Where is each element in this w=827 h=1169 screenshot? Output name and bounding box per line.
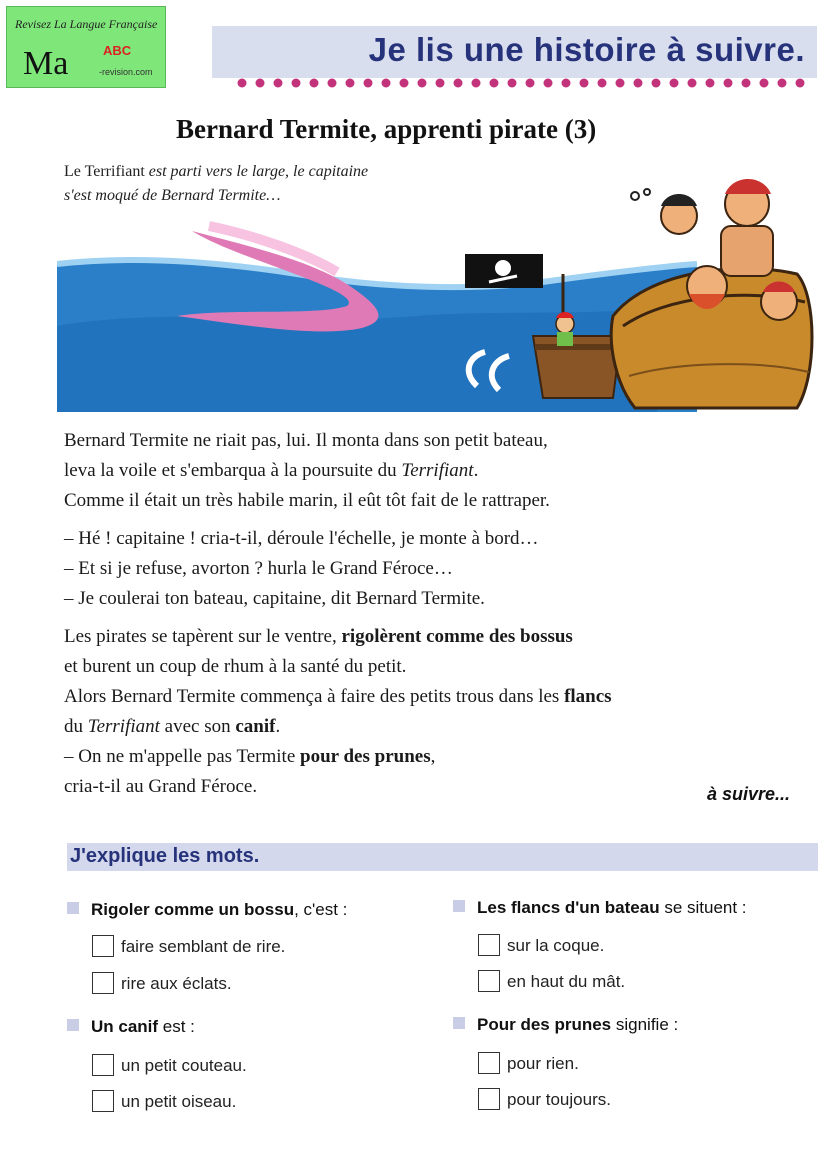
to-be-continued: à suivre... xyxy=(706,784,790,804)
answer-option[interactable] xyxy=(478,1088,611,1110)
question-text: est : xyxy=(158,1017,195,1036)
checkbox[interactable] xyxy=(92,935,114,957)
ship-name: Terrifiant xyxy=(401,460,474,481)
page-title: Je lis une histoire à suivre. xyxy=(368,31,805,68)
question-text: se situent : xyxy=(659,898,747,917)
question-prunes xyxy=(453,1015,678,1035)
checkbox[interactable] xyxy=(92,972,114,994)
option-label: faire semblant de rire. xyxy=(121,937,286,956)
checkbox[interactable] xyxy=(478,1052,500,1074)
checkbox[interactable] xyxy=(478,1088,500,1110)
option-label: en haut du mât. xyxy=(507,972,626,991)
option-label: pour rien. xyxy=(507,1054,579,1073)
story-line: cria-t-il au Grand Féroce. xyxy=(64,776,258,797)
vocab-word: pour des prunes xyxy=(300,746,431,767)
story-line: Alors Bernard Termite commença à faire des petits trous dans les flancs xyxy=(64,686,612,707)
question-text: signifie : xyxy=(611,1015,679,1034)
checkbox[interactable] xyxy=(92,1090,114,1112)
site-logo[interactable] xyxy=(6,6,166,88)
dialogue-line: – Je coulerai ton bateau, capitaine, dit Bernard Termite. xyxy=(64,588,485,609)
story-line: Bernard Termite ne riait pas, lui. Il monta dans son petit bateau, xyxy=(64,430,548,451)
dialogue-line: – Et si je refuse, avorton ? hurla le Grand Féroce… xyxy=(64,558,453,579)
bullet-square-icon xyxy=(67,902,79,914)
question-text: , c'est : xyxy=(294,900,348,919)
question-term: Les flancs d'un bateau xyxy=(477,898,660,917)
option-label: un petit oiseau. xyxy=(121,1092,237,1111)
story-line: et burent un coup de rhum à la santé du petit. xyxy=(64,656,407,677)
question-term: Pour des prunes xyxy=(477,1015,612,1034)
question-canif xyxy=(67,1017,195,1037)
story-title: Bernard Termite, apprenti pirate (3) xyxy=(176,114,597,144)
intro-line2: s'est moqué de Bernard Termite… xyxy=(64,187,281,204)
answer-option[interactable] xyxy=(92,1054,247,1076)
exercise-title: J'explique les mots. xyxy=(70,845,260,867)
answer-option[interactable] xyxy=(92,972,232,994)
checkbox[interactable] xyxy=(478,970,500,992)
dialogue-line: – Hé ! capitaine ! cria-t-il, déroule l'échelle, je monte à bord… xyxy=(64,528,539,549)
answer-option[interactable] xyxy=(478,934,604,956)
intro-line1: est parti vers le large, le capitaine xyxy=(144,163,369,180)
pirate-illustration xyxy=(57,176,819,412)
answer-option[interactable] xyxy=(478,1052,579,1074)
bullet-square-icon xyxy=(453,1017,465,1029)
answer-option[interactable] xyxy=(92,1090,236,1112)
option-label: pour toujours. xyxy=(507,1090,611,1109)
vocab-word: canif xyxy=(235,716,276,737)
question-flancs xyxy=(453,898,747,918)
question-term: Un canif xyxy=(91,1017,159,1036)
logo-tagline: Revisez La Langue Française xyxy=(15,17,158,31)
bullet-square-icon xyxy=(453,900,465,912)
dotted-divider xyxy=(236,76,816,90)
option-label: un petit couteau. xyxy=(121,1056,247,1075)
story-line: du Terrifiant avec son canif. xyxy=(64,716,281,737)
answer-option[interactable] xyxy=(92,935,285,957)
story-line: – On ne m'appelle pas Termite pour des prunes, xyxy=(64,746,436,767)
option-label: rire aux éclats. xyxy=(121,974,232,993)
story-line: leva la voile et s'embarqua à la poursuite du Terrifiant. xyxy=(64,460,479,481)
answer-option[interactable] xyxy=(478,970,625,992)
logo-brand: Ma xyxy=(23,45,69,82)
logo-site: -revision.com xyxy=(99,67,153,77)
header-banner xyxy=(212,26,817,78)
vocab-word: flancs xyxy=(564,686,612,707)
vocab-word: rigolèrent comme des bossus xyxy=(341,626,573,647)
story-body xyxy=(64,426,804,802)
checkbox[interactable] xyxy=(92,1054,114,1076)
ship-name: Terrifiant xyxy=(87,716,160,737)
logo-abc: ABC xyxy=(103,43,132,58)
story-line: Les pirates se tapèrent sur le ventre, rigolèrent comme des bossus xyxy=(64,626,573,647)
bullet-square-icon xyxy=(67,1019,79,1031)
intro-ship-name: Le Terrifiant xyxy=(64,163,145,180)
option-label: sur la coque. xyxy=(507,936,605,955)
question-rigoler xyxy=(67,900,347,920)
story-line: Comme il était un très habile marin, il eût tôt fait de le rattraper. xyxy=(64,490,550,511)
exercise-header xyxy=(67,843,818,871)
checkbox[interactable] xyxy=(478,934,500,956)
question-term: Rigoler comme un bossu xyxy=(91,900,295,919)
